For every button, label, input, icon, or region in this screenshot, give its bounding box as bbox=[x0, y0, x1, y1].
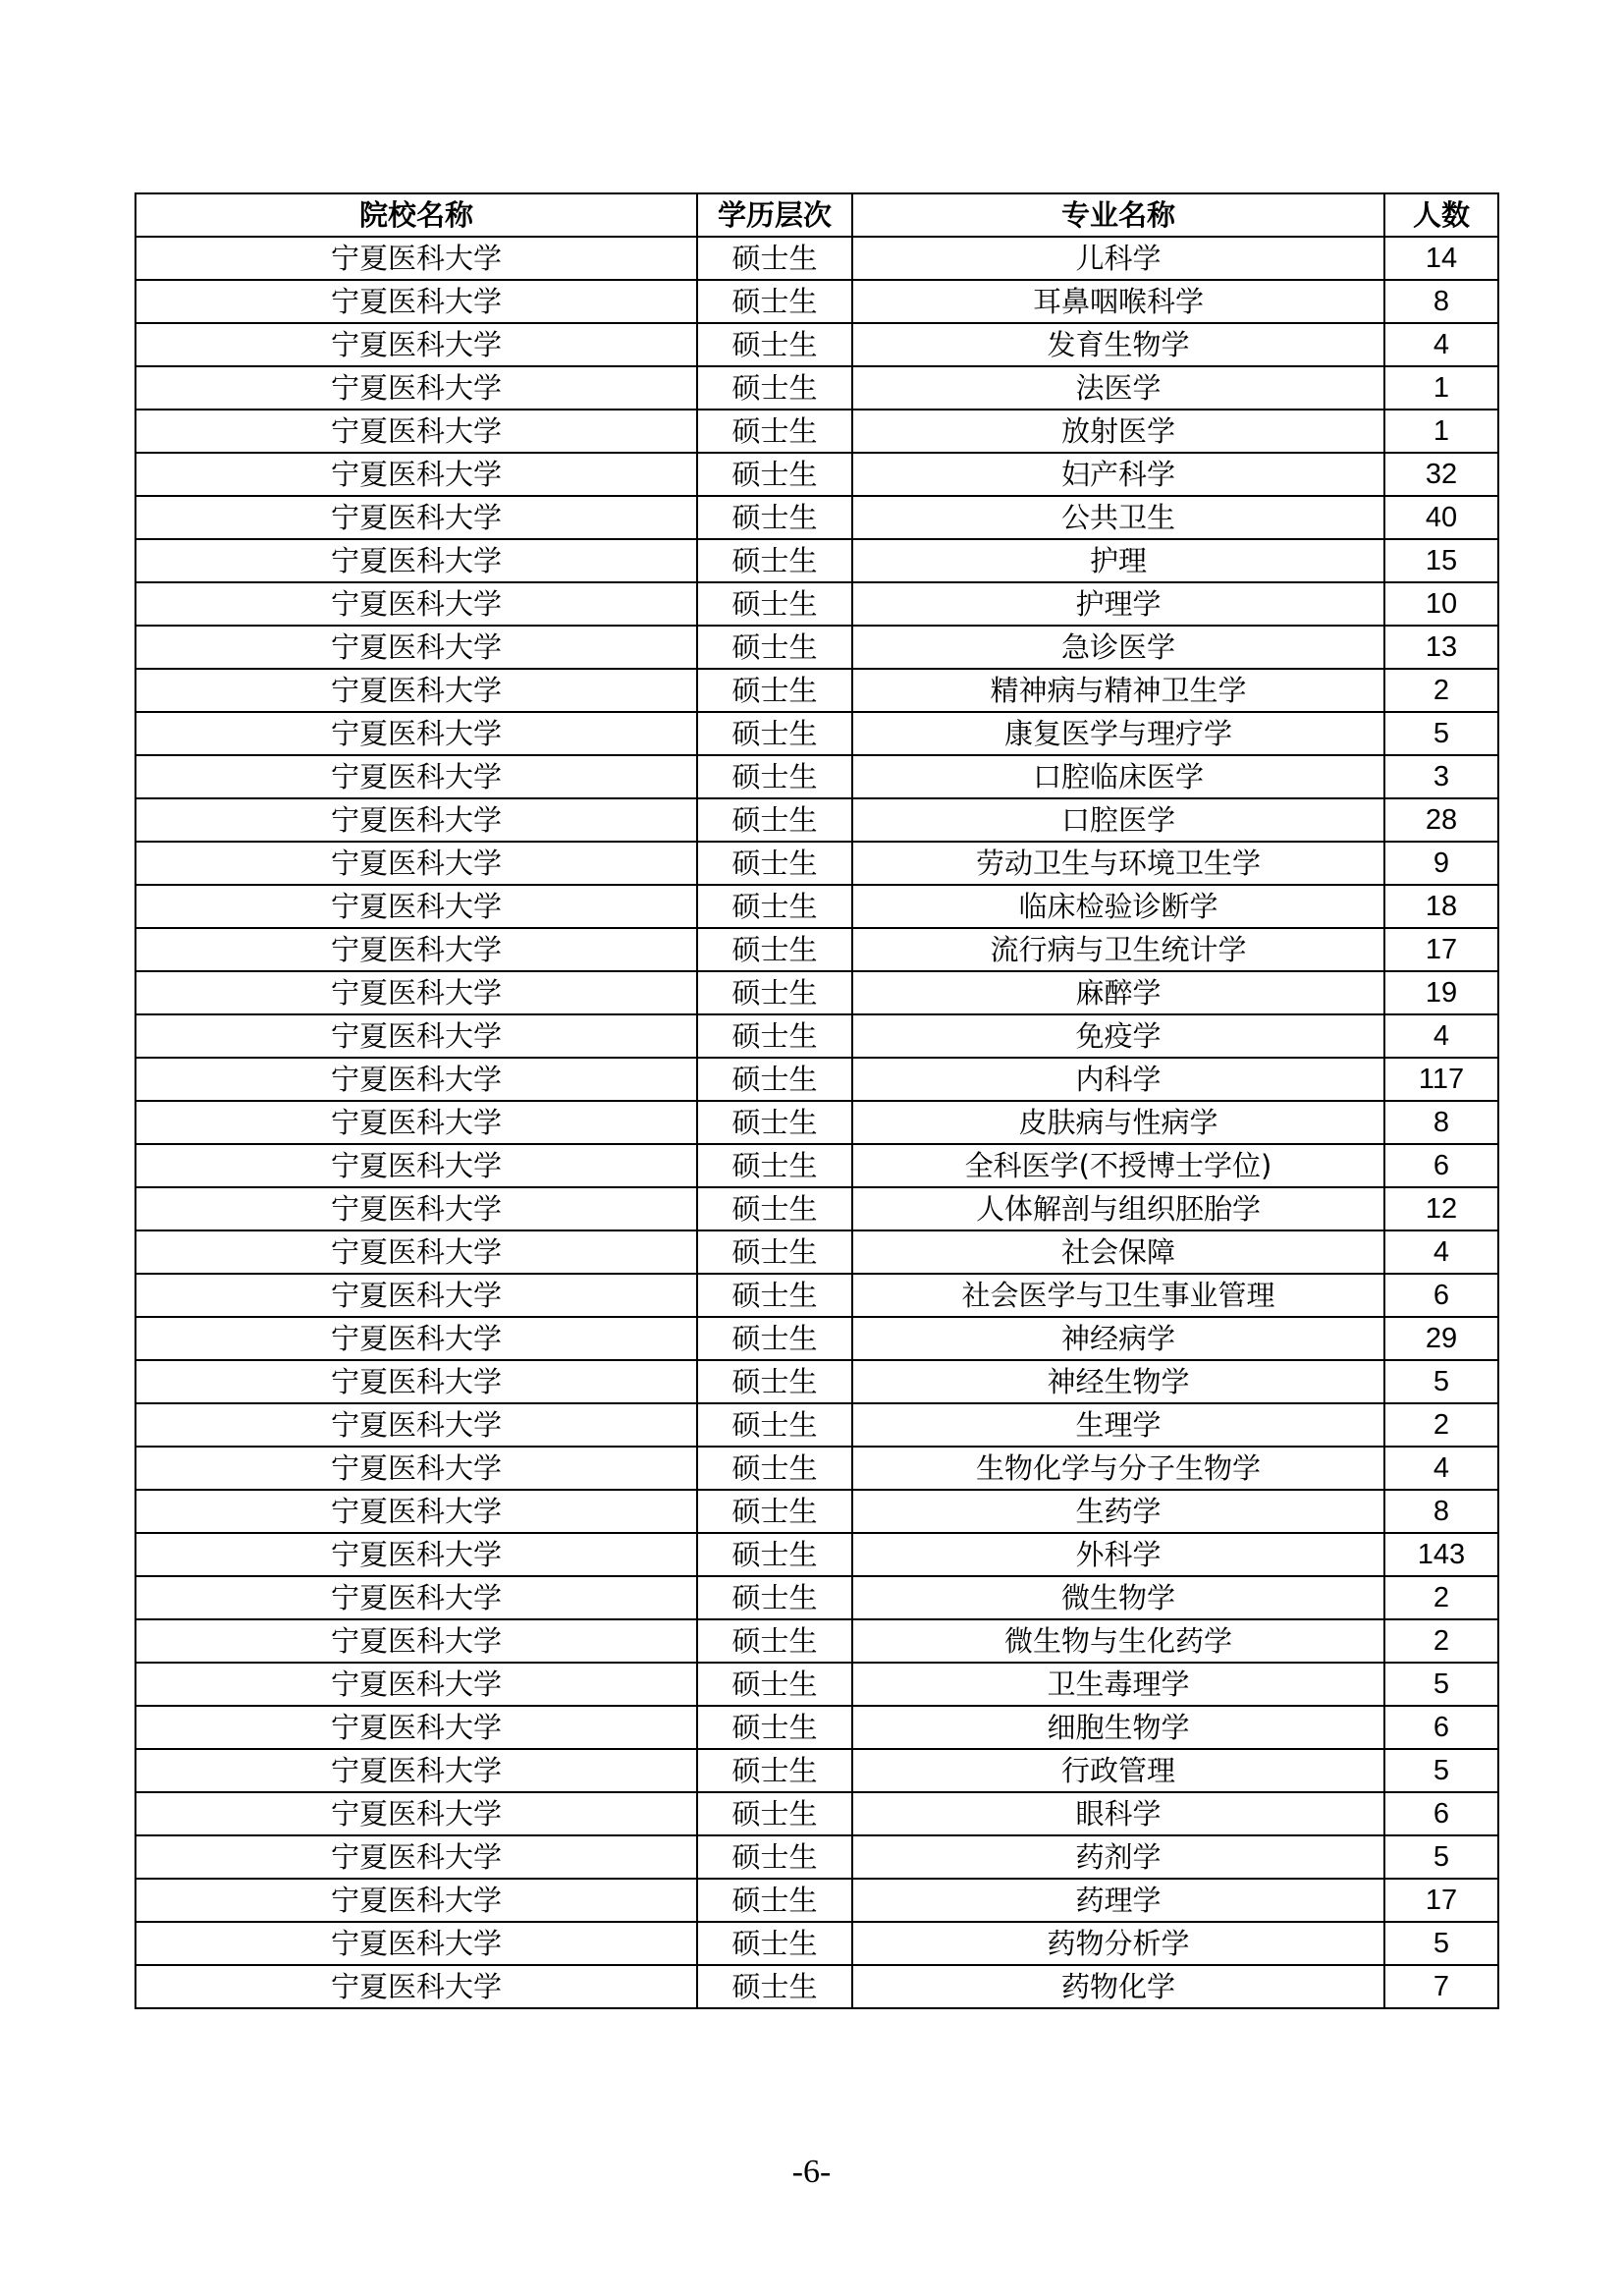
table-row bbox=[135, 712, 1498, 755]
table-row bbox=[135, 323, 1498, 366]
cell-count: 29 bbox=[1384, 1317, 1498, 1360]
cell-institution: 宁夏医科大学 bbox=[135, 1835, 697, 1879]
cell-major: 免疫学 bbox=[852, 1014, 1384, 1058]
cell-institution: 宁夏医科大学 bbox=[135, 1619, 697, 1663]
page-number: -6- bbox=[791, 2154, 832, 2190]
table-row bbox=[135, 1749, 1498, 1792]
table-header bbox=[135, 193, 1498, 237]
cell-degree-level: 硕士生 bbox=[697, 539, 852, 582]
table-row bbox=[135, 1706, 1498, 1749]
cell-degree-level: 硕士生 bbox=[697, 1187, 852, 1230]
cell-degree-level: 硕士生 bbox=[697, 885, 852, 928]
table-row bbox=[135, 1619, 1498, 1663]
cell-count: 32 bbox=[1384, 453, 1498, 496]
cell-institution: 宁夏医科大学 bbox=[135, 582, 697, 626]
cell-major: 行政管理 bbox=[852, 1749, 1384, 1792]
header-row bbox=[135, 193, 1498, 237]
cell-major: 流行病与卫生统计学 bbox=[852, 928, 1384, 971]
cell-institution: 宁夏医科大学 bbox=[135, 1360, 697, 1403]
cell-major: 公共卫生 bbox=[852, 496, 1384, 539]
cell-count: 8 bbox=[1384, 1490, 1498, 1533]
cell-institution: 宁夏医科大学 bbox=[135, 1706, 697, 1749]
table-row bbox=[135, 1274, 1498, 1317]
table-row bbox=[135, 496, 1498, 539]
cell-degree-level: 硕士生 bbox=[697, 1619, 852, 1663]
cell-major: 耳鼻咽喉科学 bbox=[852, 280, 1384, 323]
table-row bbox=[135, 1576, 1498, 1619]
cell-major: 内科学 bbox=[852, 1058, 1384, 1101]
cell-institution: 宁夏医科大学 bbox=[135, 1230, 697, 1274]
cell-count: 1 bbox=[1384, 410, 1498, 453]
cell-major: 劳动卫生与环境卫生学 bbox=[852, 842, 1384, 885]
cell-count: 2 bbox=[1384, 1619, 1498, 1663]
cell-count: 5 bbox=[1384, 1749, 1498, 1792]
enrollment-table bbox=[135, 192, 1499, 2009]
table-row bbox=[135, 842, 1498, 885]
cell-degree-level: 硕士生 bbox=[697, 1792, 852, 1835]
cell-degree-level: 硕士生 bbox=[697, 971, 852, 1014]
table-row bbox=[135, 1922, 1498, 1965]
cell-count: 8 bbox=[1384, 280, 1498, 323]
cell-major: 麻醉学 bbox=[852, 971, 1384, 1014]
cell-institution: 宁夏医科大学 bbox=[135, 453, 697, 496]
table-row bbox=[135, 1360, 1498, 1403]
cell-major: 发育生物学 bbox=[852, 323, 1384, 366]
cell-degree-level: 硕士生 bbox=[697, 755, 852, 798]
cell-major: 康复医学与理疗学 bbox=[852, 712, 1384, 755]
cell-degree-level: 硕士生 bbox=[697, 1879, 852, 1922]
cell-count: 4 bbox=[1384, 1014, 1498, 1058]
cell-degree-level: 硕士生 bbox=[697, 1058, 852, 1101]
cell-institution: 宁夏医科大学 bbox=[135, 1490, 697, 1533]
table-row bbox=[135, 237, 1498, 280]
cell-major: 外科学 bbox=[852, 1533, 1384, 1576]
cell-degree-level: 硕士生 bbox=[697, 582, 852, 626]
table-row bbox=[135, 1014, 1498, 1058]
cell-count: 13 bbox=[1384, 626, 1498, 669]
cell-degree-level: 硕士生 bbox=[697, 453, 852, 496]
cell-major: 药理学 bbox=[852, 1879, 1384, 1922]
cell-major: 儿科学 bbox=[852, 237, 1384, 280]
cell-institution: 宁夏医科大学 bbox=[135, 1101, 697, 1144]
cell-count: 117 bbox=[1384, 1058, 1498, 1101]
table-row bbox=[135, 1490, 1498, 1533]
table-row bbox=[135, 928, 1498, 971]
cell-count: 7 bbox=[1384, 1965, 1498, 2008]
cell-count: 8 bbox=[1384, 1101, 1498, 1144]
cell-degree-level: 硕士生 bbox=[697, 323, 852, 366]
table-row bbox=[135, 410, 1498, 453]
cell-count: 14 bbox=[1384, 237, 1498, 280]
cell-count: 6 bbox=[1384, 1792, 1498, 1835]
table-row bbox=[135, 582, 1498, 626]
cell-institution: 宁夏医科大学 bbox=[135, 1792, 697, 1835]
cell-major: 生物化学与分子生物学 bbox=[852, 1447, 1384, 1490]
cell-count: 5 bbox=[1384, 1835, 1498, 1879]
cell-institution: 宁夏医科大学 bbox=[135, 928, 697, 971]
cell-institution: 宁夏医科大学 bbox=[135, 971, 697, 1014]
cell-degree-level: 硕士生 bbox=[697, 798, 852, 842]
cell-degree-level: 硕士生 bbox=[697, 626, 852, 669]
cell-degree-level: 硕士生 bbox=[697, 669, 852, 712]
cell-institution: 宁夏医科大学 bbox=[135, 410, 697, 453]
cell-count: 6 bbox=[1384, 1274, 1498, 1317]
cell-institution: 宁夏医科大学 bbox=[135, 712, 697, 755]
table-row bbox=[135, 1447, 1498, 1490]
cell-count: 5 bbox=[1384, 712, 1498, 755]
cell-count: 5 bbox=[1384, 1922, 1498, 1965]
table-body bbox=[135, 237, 1498, 2008]
cell-degree-level: 硕士生 bbox=[697, 712, 852, 755]
cell-degree-level: 硕士生 bbox=[697, 237, 852, 280]
cell-major: 社会保障 bbox=[852, 1230, 1384, 1274]
cell-institution: 宁夏医科大学 bbox=[135, 1879, 697, 1922]
cell-degree-level: 硕士生 bbox=[697, 1317, 852, 1360]
cell-count: 12 bbox=[1384, 1187, 1498, 1230]
cell-count: 1 bbox=[1384, 366, 1498, 410]
cell-institution: 宁夏医科大学 bbox=[135, 1533, 697, 1576]
table-row bbox=[135, 1317, 1498, 1360]
table-row bbox=[135, 755, 1498, 798]
table-row bbox=[135, 1187, 1498, 1230]
cell-count: 4 bbox=[1384, 323, 1498, 366]
cell-major: 临床检验诊断学 bbox=[852, 885, 1384, 928]
cell-degree-level: 硕士生 bbox=[697, 1835, 852, 1879]
cell-count: 2 bbox=[1384, 1576, 1498, 1619]
table-row bbox=[135, 1792, 1498, 1835]
cell-degree-level: 硕士生 bbox=[697, 410, 852, 453]
cell-degree-level: 硕士生 bbox=[697, 1014, 852, 1058]
cell-count: 5 bbox=[1384, 1663, 1498, 1706]
cell-institution: 宁夏医科大学 bbox=[135, 1663, 697, 1706]
cell-institution: 宁夏医科大学 bbox=[135, 1965, 697, 2008]
table-row bbox=[135, 798, 1498, 842]
cell-count: 6 bbox=[1384, 1706, 1498, 1749]
table-row bbox=[135, 280, 1498, 323]
cell-major: 法医学 bbox=[852, 366, 1384, 410]
cell-major: 眼科学 bbox=[852, 1792, 1384, 1835]
cell-major: 急诊医学 bbox=[852, 626, 1384, 669]
table-row bbox=[135, 539, 1498, 582]
cell-major: 生理学 bbox=[852, 1403, 1384, 1447]
cell-institution: 宁夏医科大学 bbox=[135, 323, 697, 366]
table-row bbox=[135, 1965, 1498, 2008]
table-row bbox=[135, 366, 1498, 410]
cell-institution: 宁夏医科大学 bbox=[135, 842, 697, 885]
cell-degree-level: 硕士生 bbox=[697, 1706, 852, 1749]
cell-major: 药剂学 bbox=[852, 1835, 1384, 1879]
table-row bbox=[135, 453, 1498, 496]
cell-degree-level: 硕士生 bbox=[697, 1144, 852, 1187]
cell-institution: 宁夏医科大学 bbox=[135, 366, 697, 410]
cell-institution: 宁夏医科大学 bbox=[135, 1403, 697, 1447]
cell-institution: 宁夏医科大学 bbox=[135, 237, 697, 280]
cell-degree-level: 硕士生 bbox=[697, 1230, 852, 1274]
cell-degree-level: 硕士生 bbox=[697, 1360, 852, 1403]
cell-degree-level: 硕士生 bbox=[697, 1403, 852, 1447]
cell-count: 6 bbox=[1384, 1144, 1498, 1187]
cell-major: 护理学 bbox=[852, 582, 1384, 626]
table-row bbox=[135, 1144, 1498, 1187]
table-row bbox=[135, 669, 1498, 712]
cell-major: 皮肤病与性病学 bbox=[852, 1101, 1384, 1144]
cell-count: 10 bbox=[1384, 582, 1498, 626]
cell-major: 药物化学 bbox=[852, 1965, 1384, 2008]
table-row bbox=[135, 1879, 1498, 1922]
cell-degree-level: 硕士生 bbox=[697, 928, 852, 971]
cell-count: 2 bbox=[1384, 669, 1498, 712]
cell-major: 口腔医学 bbox=[852, 798, 1384, 842]
table-row bbox=[135, 1663, 1498, 1706]
cell-major: 护理 bbox=[852, 539, 1384, 582]
cell-degree-level: 硕士生 bbox=[697, 1533, 852, 1576]
cell-degree-level: 硕士生 bbox=[697, 1965, 852, 2008]
header-institution: 院校名称 bbox=[135, 193, 697, 237]
table-row bbox=[135, 1835, 1498, 1879]
cell-degree-level: 硕士生 bbox=[697, 1576, 852, 1619]
cell-institution: 宁夏医科大学 bbox=[135, 1058, 697, 1101]
cell-major: 口腔临床医学 bbox=[852, 755, 1384, 798]
cell-institution: 宁夏医科大学 bbox=[135, 280, 697, 323]
cell-major: 生药学 bbox=[852, 1490, 1384, 1533]
cell-degree-level: 硕士生 bbox=[697, 280, 852, 323]
cell-degree-level: 硕士生 bbox=[697, 842, 852, 885]
cell-institution: 宁夏医科大学 bbox=[135, 755, 697, 798]
cell-institution: 宁夏医科大学 bbox=[135, 539, 697, 582]
cell-major: 精神病与精神卫生学 bbox=[852, 669, 1384, 712]
cell-count: 17 bbox=[1384, 1879, 1498, 1922]
table-row bbox=[135, 885, 1498, 928]
cell-degree-level: 硕士生 bbox=[697, 1490, 852, 1533]
cell-count: 19 bbox=[1384, 971, 1498, 1014]
cell-major: 卫生毒理学 bbox=[852, 1663, 1384, 1706]
cell-degree-level: 硕士生 bbox=[697, 496, 852, 539]
table-row bbox=[135, 1403, 1498, 1447]
cell-institution: 宁夏医科大学 bbox=[135, 1274, 697, 1317]
cell-degree-level: 硕士生 bbox=[697, 1663, 852, 1706]
cell-count: 17 bbox=[1384, 928, 1498, 971]
cell-major: 细胞生物学 bbox=[852, 1706, 1384, 1749]
header-count: 人数 bbox=[1384, 193, 1498, 237]
cell-degree-level: 硕士生 bbox=[697, 1274, 852, 1317]
cell-degree-level: 硕士生 bbox=[697, 1922, 852, 1965]
cell-count: 143 bbox=[1384, 1533, 1498, 1576]
cell-major: 人体解剖与组织胚胎学 bbox=[852, 1187, 1384, 1230]
cell-major: 全科医学(不授博士学位) bbox=[852, 1144, 1384, 1187]
cell-major: 妇产科学 bbox=[852, 453, 1384, 496]
cell-institution: 宁夏医科大学 bbox=[135, 1749, 697, 1792]
cell-count: 40 bbox=[1384, 496, 1498, 539]
cell-major: 微生物与生化药学 bbox=[852, 1619, 1384, 1663]
cell-institution: 宁夏医科大学 bbox=[135, 1447, 697, 1490]
cell-count: 4 bbox=[1384, 1447, 1498, 1490]
header-major: 专业名称 bbox=[852, 193, 1384, 237]
cell-institution: 宁夏医科大学 bbox=[135, 1144, 697, 1187]
cell-institution: 宁夏医科大学 bbox=[135, 669, 697, 712]
cell-major: 神经生物学 bbox=[852, 1360, 1384, 1403]
table-row bbox=[135, 971, 1498, 1014]
cell-degree-level: 硕士生 bbox=[697, 366, 852, 410]
cell-count: 5 bbox=[1384, 1360, 1498, 1403]
cell-degree-level: 硕士生 bbox=[697, 1749, 852, 1792]
cell-institution: 宁夏医科大学 bbox=[135, 1922, 697, 1965]
cell-count: 3 bbox=[1384, 755, 1498, 798]
cell-degree-level: 硕士生 bbox=[697, 1101, 852, 1144]
table-row bbox=[135, 626, 1498, 669]
cell-count: 9 bbox=[1384, 842, 1498, 885]
table-row bbox=[135, 1230, 1498, 1274]
cell-major: 微生物学 bbox=[852, 1576, 1384, 1619]
cell-count: 28 bbox=[1384, 798, 1498, 842]
cell-institution: 宁夏医科大学 bbox=[135, 885, 697, 928]
table-row bbox=[135, 1101, 1498, 1144]
table-row bbox=[135, 1058, 1498, 1101]
table-row bbox=[135, 1533, 1498, 1576]
cell-count: 4 bbox=[1384, 1230, 1498, 1274]
cell-institution: 宁夏医科大学 bbox=[135, 798, 697, 842]
cell-major: 神经病学 bbox=[852, 1317, 1384, 1360]
cell-institution: 宁夏医科大学 bbox=[135, 1187, 697, 1230]
cell-major: 社会医学与卫生事业管理 bbox=[852, 1274, 1384, 1317]
cell-institution: 宁夏医科大学 bbox=[135, 1317, 697, 1360]
cell-degree-level: 硕士生 bbox=[697, 1447, 852, 1490]
cell-institution: 宁夏医科大学 bbox=[135, 626, 697, 669]
cell-major: 放射医学 bbox=[852, 410, 1384, 453]
cell-institution: 宁夏医科大学 bbox=[135, 1014, 697, 1058]
cell-count: 2 bbox=[1384, 1403, 1498, 1447]
cell-institution: 宁夏医科大学 bbox=[135, 1576, 697, 1619]
cell-count: 18 bbox=[1384, 885, 1498, 928]
cell-count: 15 bbox=[1384, 539, 1498, 582]
header-degree-level: 学历层次 bbox=[697, 193, 852, 237]
cell-institution: 宁夏医科大学 bbox=[135, 496, 697, 539]
cell-major: 药物分析学 bbox=[852, 1922, 1384, 1965]
